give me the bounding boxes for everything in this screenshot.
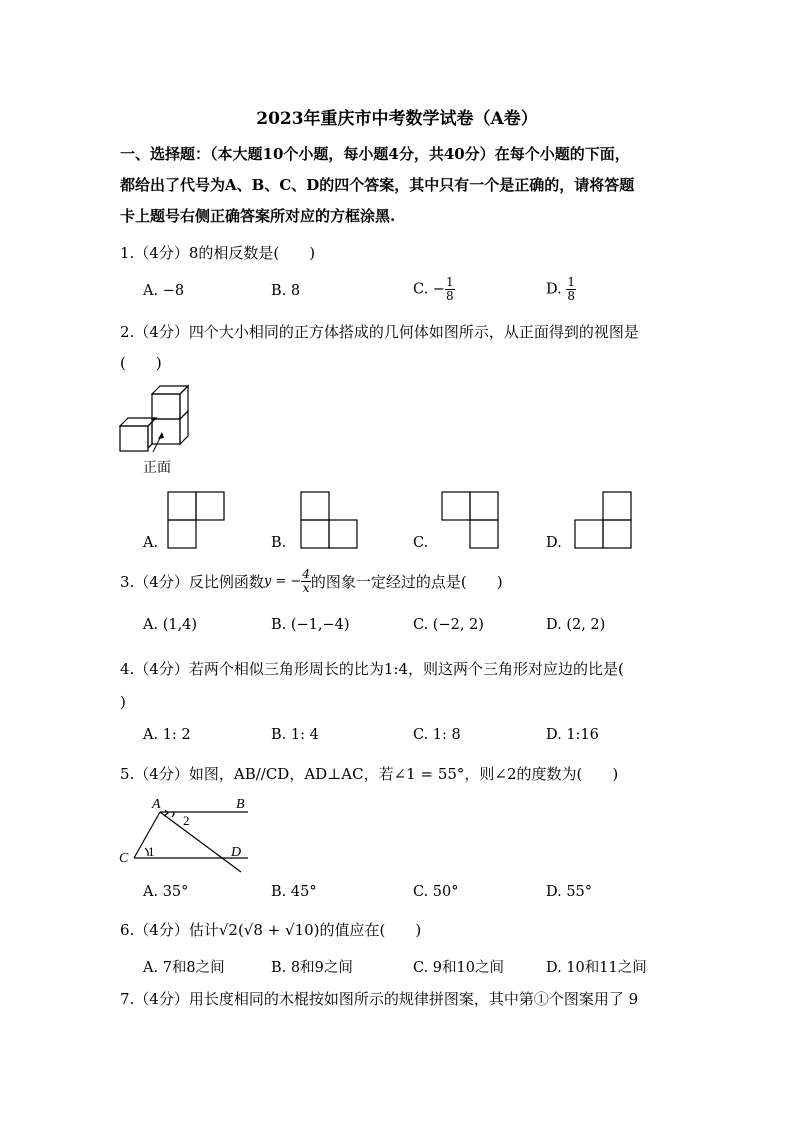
section-instructions-line1: 一、选择题：（本大题10个小题，每小题4分，共40分）在每个小题的下面， (120, 145, 630, 163)
question-1-stem: 1.（4分）8的相反数是( ) (120, 244, 316, 262)
q2-option-b: B. (271, 535, 287, 551)
q2-option-a-view (166, 491, 226, 549)
question-4-stem-line2: ) (120, 693, 126, 711)
q5-option-c: C. 50° (413, 884, 459, 900)
q5-option-a: A. 35° (143, 884, 189, 900)
question-6-stem: 6.（4分）估计√2(√8 + √10)的值应在( ) (120, 921, 422, 939)
q5-point-b: B (236, 797, 245, 812)
q1-option-c-fraction (445, 276, 455, 303)
q3-equation: y = − (263, 574, 302, 589)
q5-angle-1: 1 (148, 844, 155, 859)
q2-option-a: A. (143, 535, 159, 551)
question-7-stem: 7.（4分）用长度相同的木棍按如图所示的规律拼图案，其中第①个图案用了 9 (120, 990, 639, 1008)
q1-option-b: B. 8 (271, 283, 301, 299)
q1-option-d-label: D. (546, 281, 567, 298)
fraction-numerator: 4 (302, 567, 310, 581)
q1-option-d (546, 276, 576, 303)
q5-point-a: A (152, 797, 161, 812)
fraction-numerator: 1 (445, 275, 454, 289)
q1-option-c-label: C. − (413, 281, 445, 298)
q5-geometry-figure (115, 795, 255, 873)
question-2-stem-line1: 2.（4分）四个大小相同的正方体搭成的几何体如图所示，从正面得到的视图是 (120, 323, 639, 341)
q3-option-c: C. (−2, 2) (413, 617, 484, 633)
q3-stem-suffix: 的图象一定经过的点是( ) (310, 573, 503, 591)
question-4-stem-line1: 4.（4分）若两个相似三角形周长的比为1:4，则这两个三角形对应边的比是( (120, 660, 624, 678)
q5-option-b: B. 45° (271, 884, 317, 900)
q2-option-c-view (440, 491, 500, 549)
fraction-denominator: 8 (567, 289, 575, 303)
q1-option-a: A. −8 (143, 283, 185, 299)
q6-option-d: D. 10和11之间 (546, 960, 647, 976)
q5-point-d: D (231, 845, 242, 860)
question-3-stem (120, 568, 503, 595)
q1-option-d-fraction (566, 276, 576, 303)
q6-option-a: A. 7和8之间 (143, 960, 225, 976)
q5-point-c: C (119, 851, 129, 866)
fraction-denominator: x (302, 581, 310, 595)
q4-option-d: D. 1:16 (546, 727, 599, 743)
q3-option-a: A. (1,4) (143, 617, 198, 633)
q5-angle-2: 2 (183, 813, 190, 828)
q2-option-d-view (573, 491, 633, 549)
question-5-stem: 5.（4分）如图，AB//CD，AD⊥AC，若∠1 = 55°，则∠2的度数为( ) (120, 765, 619, 783)
q3-stem-prefix: 3.（4分）反比例函数 (120, 573, 264, 591)
q5-option-d: D. 55° (546, 884, 593, 900)
q1-option-c (413, 276, 455, 303)
q2-option-d: D. (546, 535, 562, 551)
q2-front-label: 正面 (143, 460, 171, 476)
q2-option-c: C. (413, 535, 429, 551)
q6-option-c: C. 9和10之间 (413, 960, 504, 976)
question-2-stem-line2: ( ) (120, 354, 162, 372)
fraction-denominator: 8 (445, 289, 454, 303)
q6-option-b: B. 8和9之间 (271, 960, 353, 976)
q4-option-a: A. 1: 2 (143, 727, 191, 743)
q3-option-d: D. (2, 2) (546, 617, 606, 633)
section-instructions-line2: 都给出了代号为A、B、C、D的四个答案，其中只有一个是正确的，请将答题 (120, 176, 635, 194)
q3-fraction (301, 568, 311, 595)
page-title: 2023年重庆市中考数学试卷（A卷） (256, 109, 538, 129)
q3-option-b: B. (−1,−4) (271, 617, 350, 633)
section-instructions-line3: 卡上题号右侧正确答案所对应的方框涂黑. (120, 207, 396, 225)
q4-option-b: B. 1: 4 (271, 727, 319, 743)
q2-option-b-view (299, 491, 359, 549)
q4-option-c: C. 1: 8 (413, 727, 461, 743)
q2-cube-figure (118, 382, 190, 452)
fraction-numerator: 1 (567, 275, 575, 289)
